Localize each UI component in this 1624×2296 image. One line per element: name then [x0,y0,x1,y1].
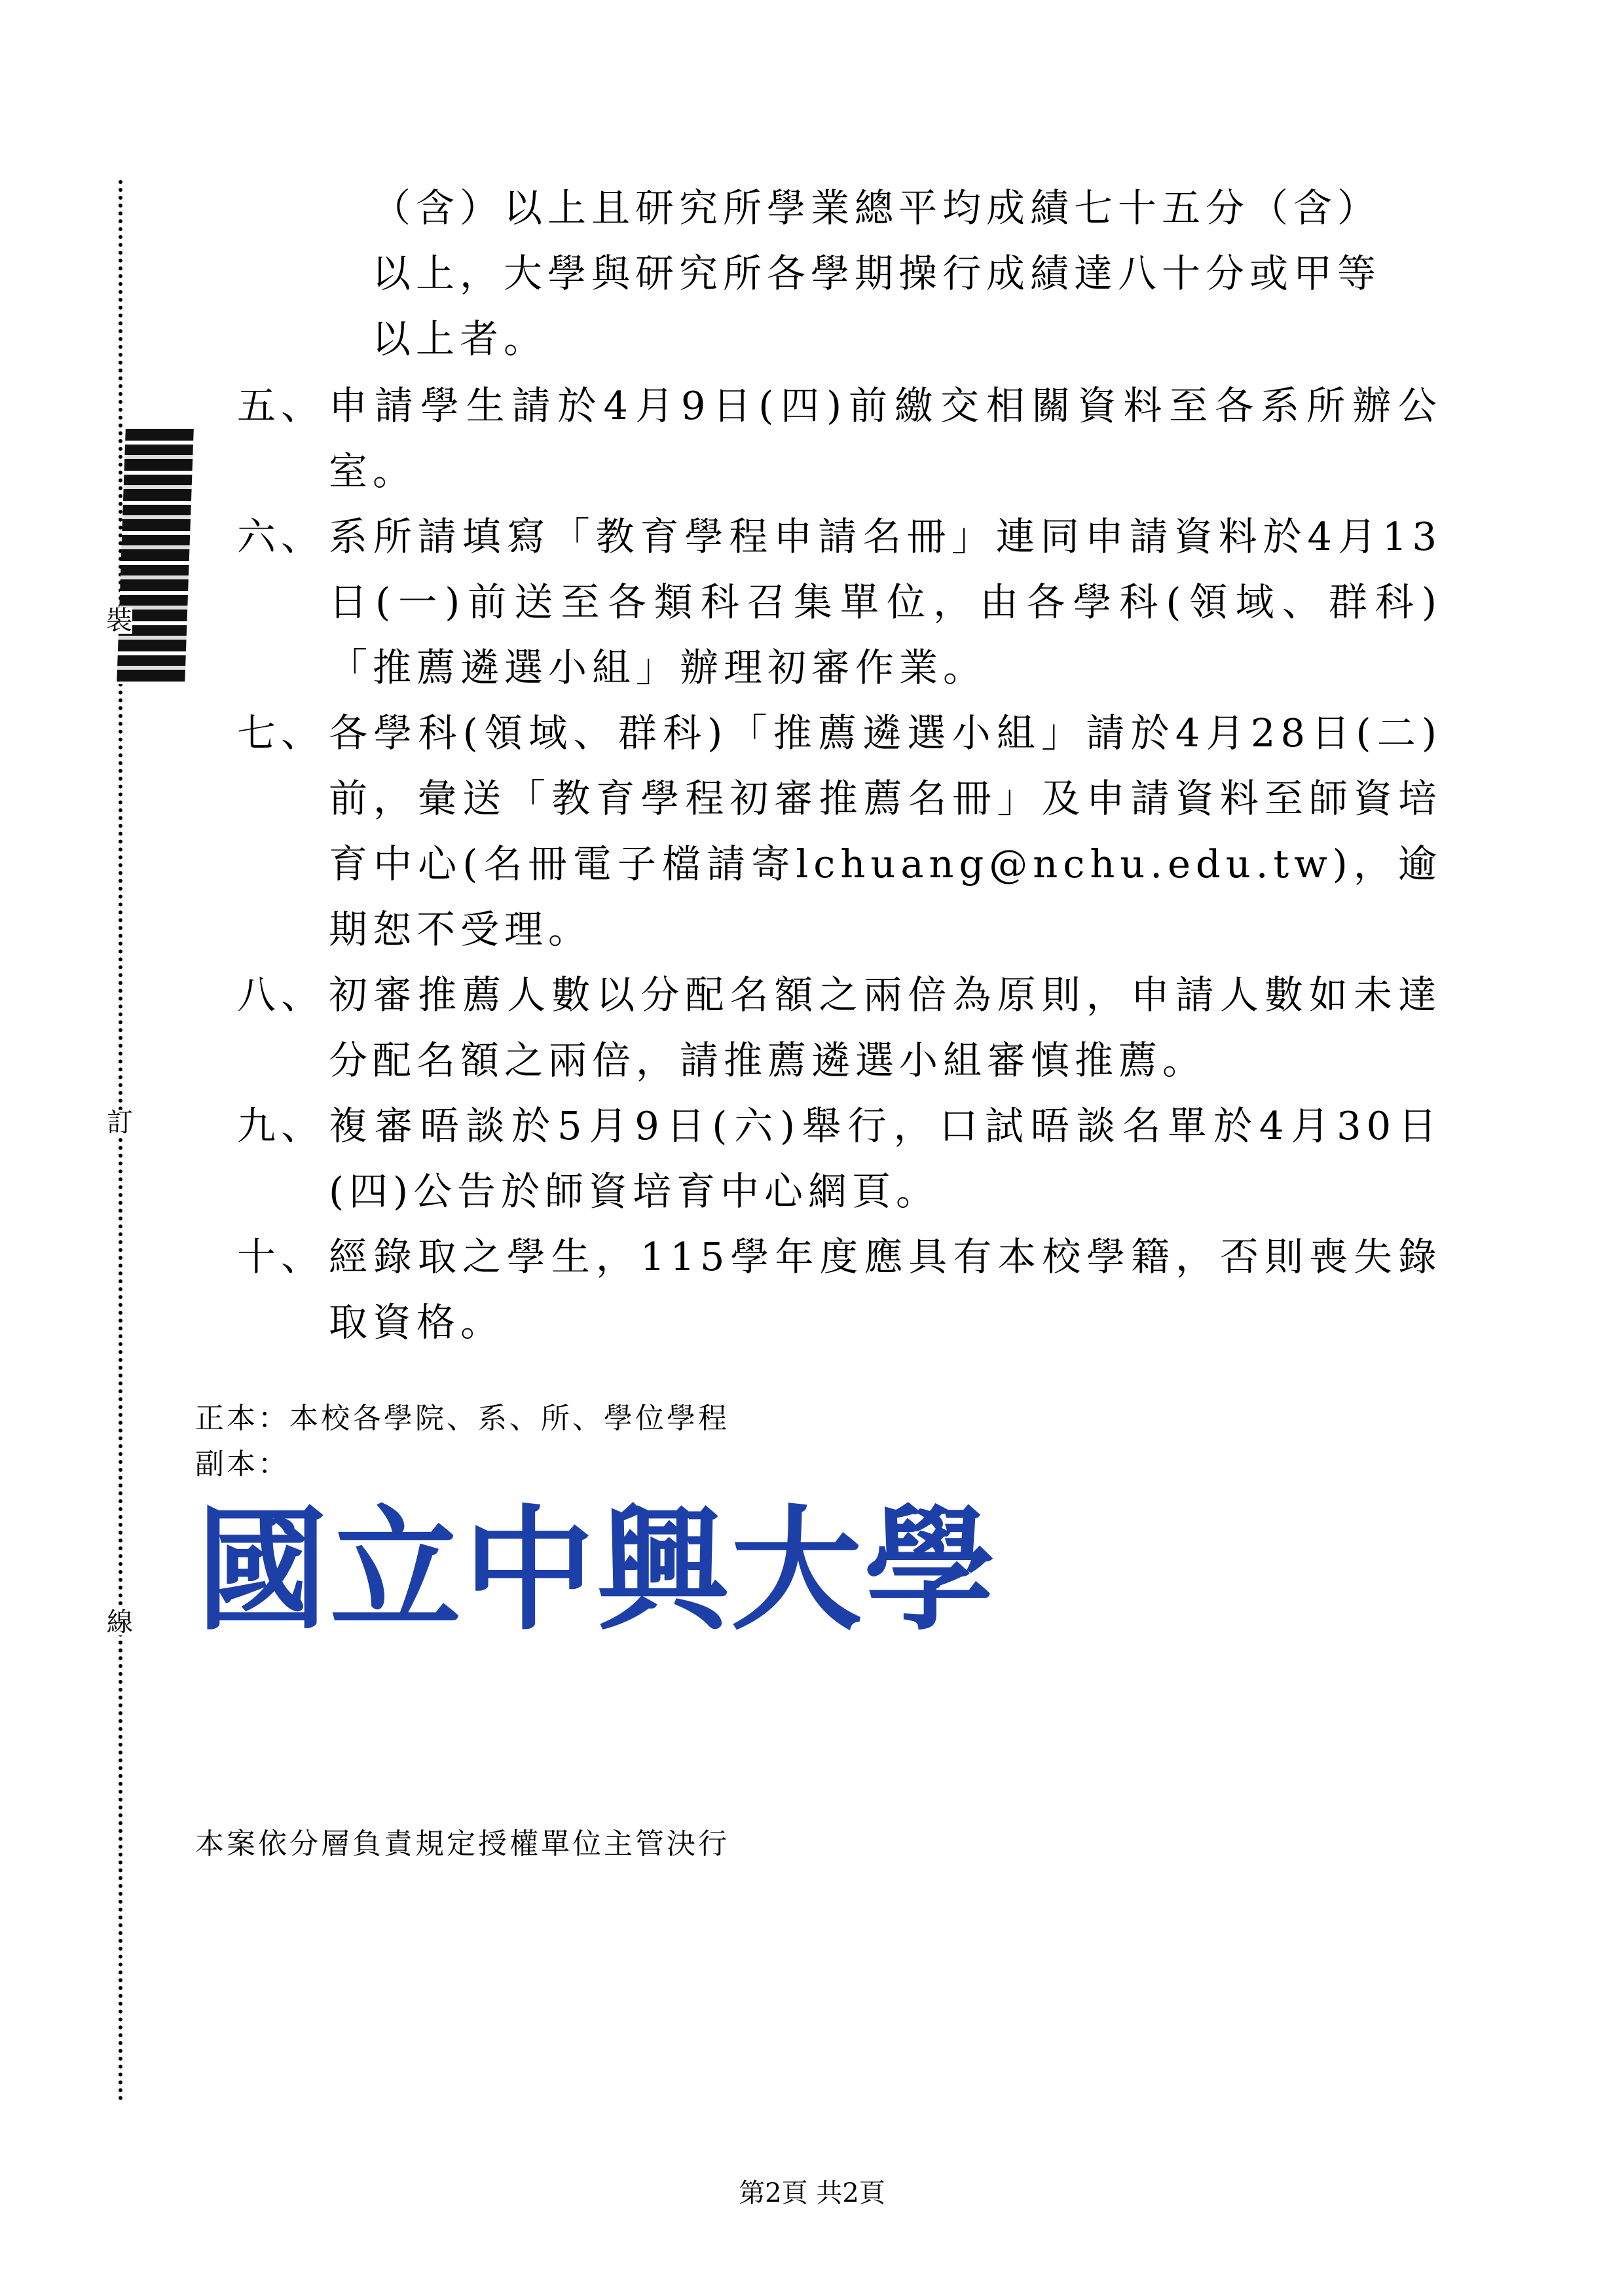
item-number: 七、 [237,710,325,756]
authorization-note: 本案依分層負責規定授權單位主管決行 [195,1827,729,1861]
item-text: 申請學生請於4月9日(四)前繳交相關資料至各系所辦公室。 [329,383,1442,494]
item-text: 初審推薦人數以分配名額之兩倍為原則，申請人數如未達分配名額之兩倍，請推薦遴選小組審慎推薦。 [329,972,1442,1083]
list-item [237,962,1442,1093]
binding-label-staple: 裝 [106,606,132,636]
item-number: 六、 [237,514,325,559]
item-text: 經錄取之學生，115學年度應具有本校學籍，否則喪失錄取資格。 [329,1234,1442,1345]
list-item [237,504,1442,701]
continued-line: 以上，大學與研究所各學期操行成績達八十分或甲等 [372,251,1382,296]
item-number: 八、 [237,972,325,1017]
seal-text: 國立中興大學 [196,1493,999,1649]
continued-paragraph [372,175,1439,372]
item-text: 複審晤談於5月9日(六)舉行，口試晤談名單於4月30日(四)公告於師資培育中心網頁。 [329,1103,1442,1214]
distribution-copy: 副本： [195,1448,289,1481]
seal-stamp-mark [117,429,194,684]
page-number: 第2頁 共2頁 [739,2178,885,2208]
binding-label-line: 線 [107,1607,133,1637]
list-item [237,373,1442,504]
item-number: 九、 [237,1103,325,1148]
item-number: 十、 [237,1234,325,1279]
binding-dotted-line [119,180,122,2102]
list-item [237,1093,1442,1224]
distribution-original: 正本：本校各學院、系、所、學位學程 [195,1402,729,1435]
continued-line: 以上者。 [372,316,548,361]
item-list [237,373,1442,1355]
list-item [237,1224,1442,1355]
list-item [237,701,1442,962]
item-text: 各學科(領域、群科)「推薦遴選小組」請於4月28日(二)前，彙送「教育學程初審推薦名冊」及申請資料至師資培育中心(名冊電子檔請寄lchuang@nchu.edu.tw)，逾期恕不受理。 [329,710,1442,952]
university-seal [196,1493,999,1649]
item-text: 系所請填寫「教育學程申請名冊」連同申請資料於4月13日(一)前送至各類科召集單位，由各學科(領域、群科)「推薦遴選小組」辦理初審作業。 [329,514,1442,690]
continued-line: （含）以上且研究所學業總平均成績七十五分（含） [372,185,1382,230]
binding-label-bind: 訂 [107,1108,133,1138]
item-number: 五、 [237,383,325,428]
